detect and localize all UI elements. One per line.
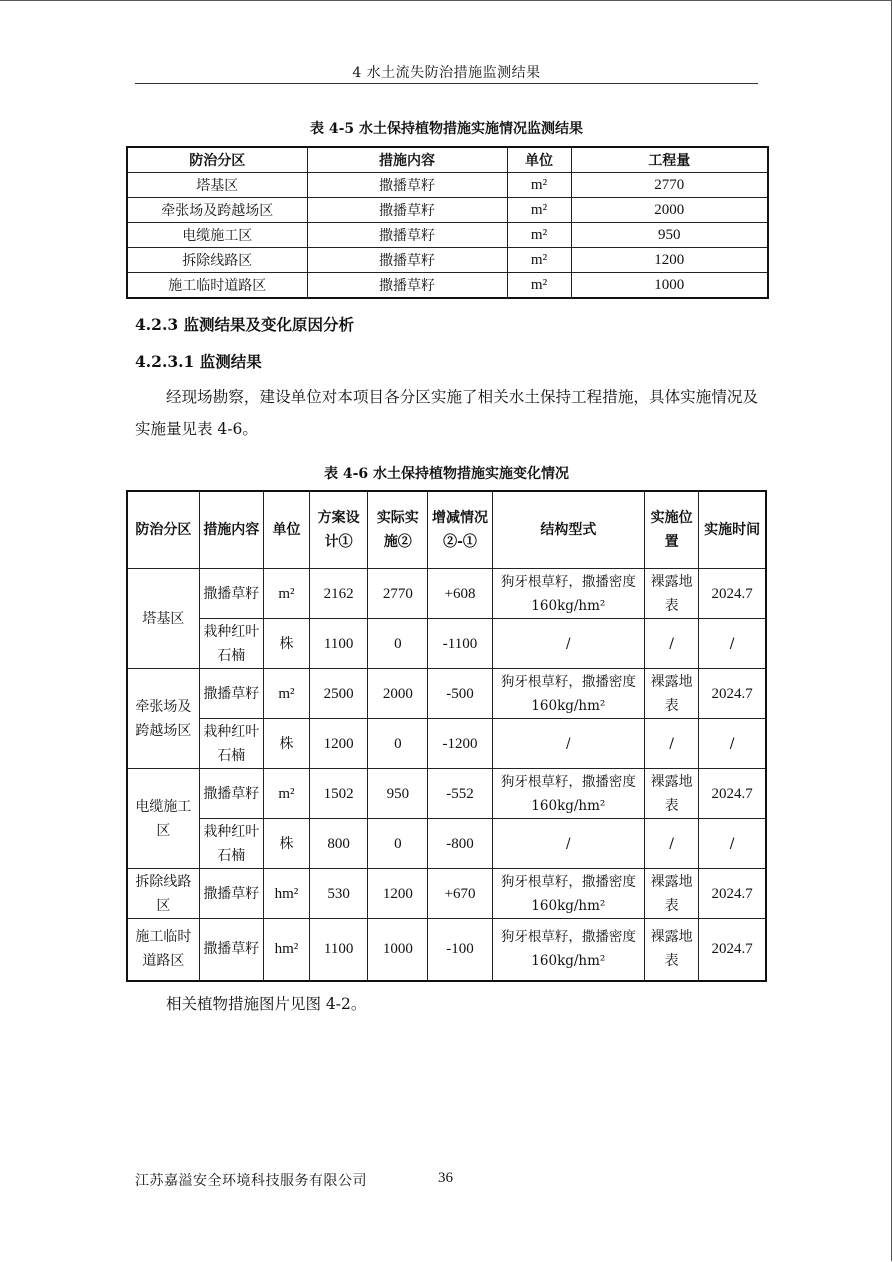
table-cell: 950: [368, 769, 428, 819]
table-4-5: [126, 146, 769, 299]
table-row: [127, 569, 766, 619]
table-cell: 2162: [310, 569, 368, 619]
table-cell: 1100: [310, 919, 368, 981]
table-cell: 1200: [310, 719, 368, 769]
table-cell: 950: [571, 223, 768, 248]
table-cell: m²: [507, 248, 571, 273]
table-row: [127, 919, 766, 981]
zone-cell: 施工临时道路区: [127, 919, 199, 981]
table-cell: /: [699, 719, 766, 769]
table-cell: 施工临时道路区: [127, 273, 307, 299]
table-cell: -1200: [428, 719, 492, 769]
table-cell: m²: [507, 173, 571, 198]
column-header: 实施时间: [699, 491, 766, 569]
table-cell: 撒播草籽: [199, 669, 263, 719]
table-row: [127, 173, 768, 198]
table-cell: 撒播草籽: [307, 223, 507, 248]
column-header: 措施内容: [307, 147, 507, 173]
table-cell: 栽种红叶石楠: [199, 619, 263, 669]
table-cell: /: [699, 819, 766, 869]
table-cell: 撒播草籽: [199, 869, 263, 919]
column-header: 实施位置: [645, 491, 699, 569]
table-4-5-caption: 表 4-5 水土保持植物措施实施情况监测结果: [309, 121, 584, 137]
column-header: 方案设计①: [310, 491, 368, 569]
table-cell: 牵张场及跨越场区: [127, 198, 307, 223]
table-cell: 株: [263, 719, 309, 769]
table-row: [127, 248, 768, 273]
table-cell: 株: [263, 819, 309, 869]
table-cell: m²: [507, 198, 571, 223]
table-cell: 0: [368, 819, 428, 869]
column-header: 单位: [263, 491, 309, 569]
table-cell: 2024.7: [699, 669, 766, 719]
table-cell: 撒播草籽: [307, 273, 507, 299]
table-row: [127, 669, 766, 719]
table-row: [127, 769, 766, 819]
table-cell: /: [492, 719, 644, 769]
table-cell: 狗牙根草籽，撒播密度 160kg/hm²: [492, 569, 644, 619]
table-cell: 2500: [310, 669, 368, 719]
table-4-6: [126, 490, 767, 982]
table-cell: 800: [310, 819, 368, 869]
table-cell: m²: [263, 569, 309, 619]
table-row: [127, 198, 768, 223]
column-header: 工程量: [571, 147, 768, 173]
table-cell: 撒播草籽: [307, 173, 507, 198]
table-cell: -552: [428, 769, 492, 819]
table-header-row: [127, 491, 766, 569]
table-cell: 狗牙根草籽，撒播密度 160kg/hm²: [492, 869, 644, 919]
page-number: 36: [438, 1170, 453, 1186]
column-header: 措施内容: [199, 491, 263, 569]
table-cell: hm²: [263, 919, 309, 981]
table-cell: +608: [428, 569, 492, 619]
table-header-row: [127, 147, 768, 173]
subsection-heading: 4.2.3.1 监测结果: [135, 352, 262, 371]
header-rule: [135, 83, 758, 84]
table-cell: 0: [368, 719, 428, 769]
table-cell: 2024.7: [699, 569, 766, 619]
column-header: 增减情况②-①: [428, 491, 492, 569]
column-header: 单位: [507, 147, 571, 173]
table-cell: 裸露地表: [645, 769, 699, 819]
running-header: 4 水土流失防治措施监测结果: [352, 65, 541, 81]
body-paragraph: 相关植物措施图片见图 4-2。: [166, 995, 367, 1013]
table-cell: 裸露地表: [645, 569, 699, 619]
table-cell: /: [645, 819, 699, 869]
zone-cell: 牵张场及跨越场区: [127, 669, 199, 769]
footer-company: 江苏嘉溢安全环境科技服务有限公司: [135, 1173, 367, 1189]
table-cell: 拆除线路区: [127, 248, 307, 273]
column-header: 结构型式: [492, 491, 644, 569]
table-cell: +670: [428, 869, 492, 919]
table-cell: 株: [263, 619, 309, 669]
table-cell: 2024.7: [699, 769, 766, 819]
table-cell: /: [492, 619, 644, 669]
table-cell: -800: [428, 819, 492, 869]
table-cell: 撒播草籽: [307, 198, 507, 223]
table-cell: 1200: [368, 869, 428, 919]
table-cell: 狗牙根草籽，撒播密度 160kg/hm²: [492, 669, 644, 719]
table-4-6-caption: 表 4-6 水土保持植物措施实施变化情况: [323, 466, 570, 482]
table-cell: 裸露地表: [645, 869, 699, 919]
table-cell: 狗牙根草籽，撒播密度 160kg/hm²: [492, 769, 644, 819]
table-cell: 栽种红叶石楠: [199, 819, 263, 869]
table-cell: 530: [310, 869, 368, 919]
zone-cell: 拆除线路区: [127, 869, 199, 919]
table-cell: 2024.7: [699, 919, 766, 981]
table-cell: /: [645, 619, 699, 669]
column-header: 实际实施②: [368, 491, 428, 569]
column-header: 防治分区: [127, 147, 307, 173]
table-cell: 塔基区: [127, 173, 307, 198]
table-cell: 裸露地表: [645, 919, 699, 981]
table-cell: m²: [507, 223, 571, 248]
table-cell: m²: [263, 769, 309, 819]
table-cell: 1100: [310, 619, 368, 669]
table-cell: /: [645, 719, 699, 769]
table-cell: 2024.7: [699, 869, 766, 919]
table-cell: 2000: [571, 198, 768, 223]
body-paragraph: 经现场勘察，建设单位对本项目各分区实施了相关水土保持工程措施，具体实施情况及实施量见表 4-6。: [135, 388, 758, 438]
table-row: [127, 619, 766, 669]
table-cell: m²: [263, 669, 309, 719]
table-row: [127, 869, 766, 919]
table-cell: 电缆施工区: [127, 223, 307, 248]
table-cell: 2000: [368, 669, 428, 719]
table-cell: 2770: [368, 569, 428, 619]
table-cell: 撒播草籽: [199, 919, 263, 981]
column-header: 防治分区: [127, 491, 199, 569]
table-cell: 1200: [571, 248, 768, 273]
zone-cell: 电缆施工区: [127, 769, 199, 869]
table-cell: 1502: [310, 769, 368, 819]
table-cell: -100: [428, 919, 492, 981]
table-cell: /: [699, 619, 766, 669]
table-cell: 0: [368, 619, 428, 669]
table-cell: 撒播草籽: [307, 248, 507, 273]
table-cell: 撒播草籽: [199, 569, 263, 619]
table-cell: 2770: [571, 173, 768, 198]
table-row: [127, 273, 768, 299]
table-cell: -1100: [428, 619, 492, 669]
table-row: [127, 223, 768, 248]
table-row: [127, 819, 766, 869]
table-cell: /: [492, 819, 644, 869]
table-cell: 1000: [571, 273, 768, 299]
table-cell: m²: [507, 273, 571, 299]
table-cell: -500: [428, 669, 492, 719]
table-cell: 栽种红叶石楠: [199, 719, 263, 769]
section-heading: 4.2.3 监测结果及变化原因分析: [135, 315, 355, 334]
table-row: [127, 719, 766, 769]
table-cell: 1000: [368, 919, 428, 981]
table-cell: 撒播草籽: [199, 769, 263, 819]
zone-cell: 塔基区: [127, 569, 199, 669]
table-cell: 裸露地表: [645, 669, 699, 719]
table-cell: 狗牙根草籽，撒播密度 160kg/hm²: [492, 919, 644, 981]
table-cell: hm²: [263, 869, 309, 919]
